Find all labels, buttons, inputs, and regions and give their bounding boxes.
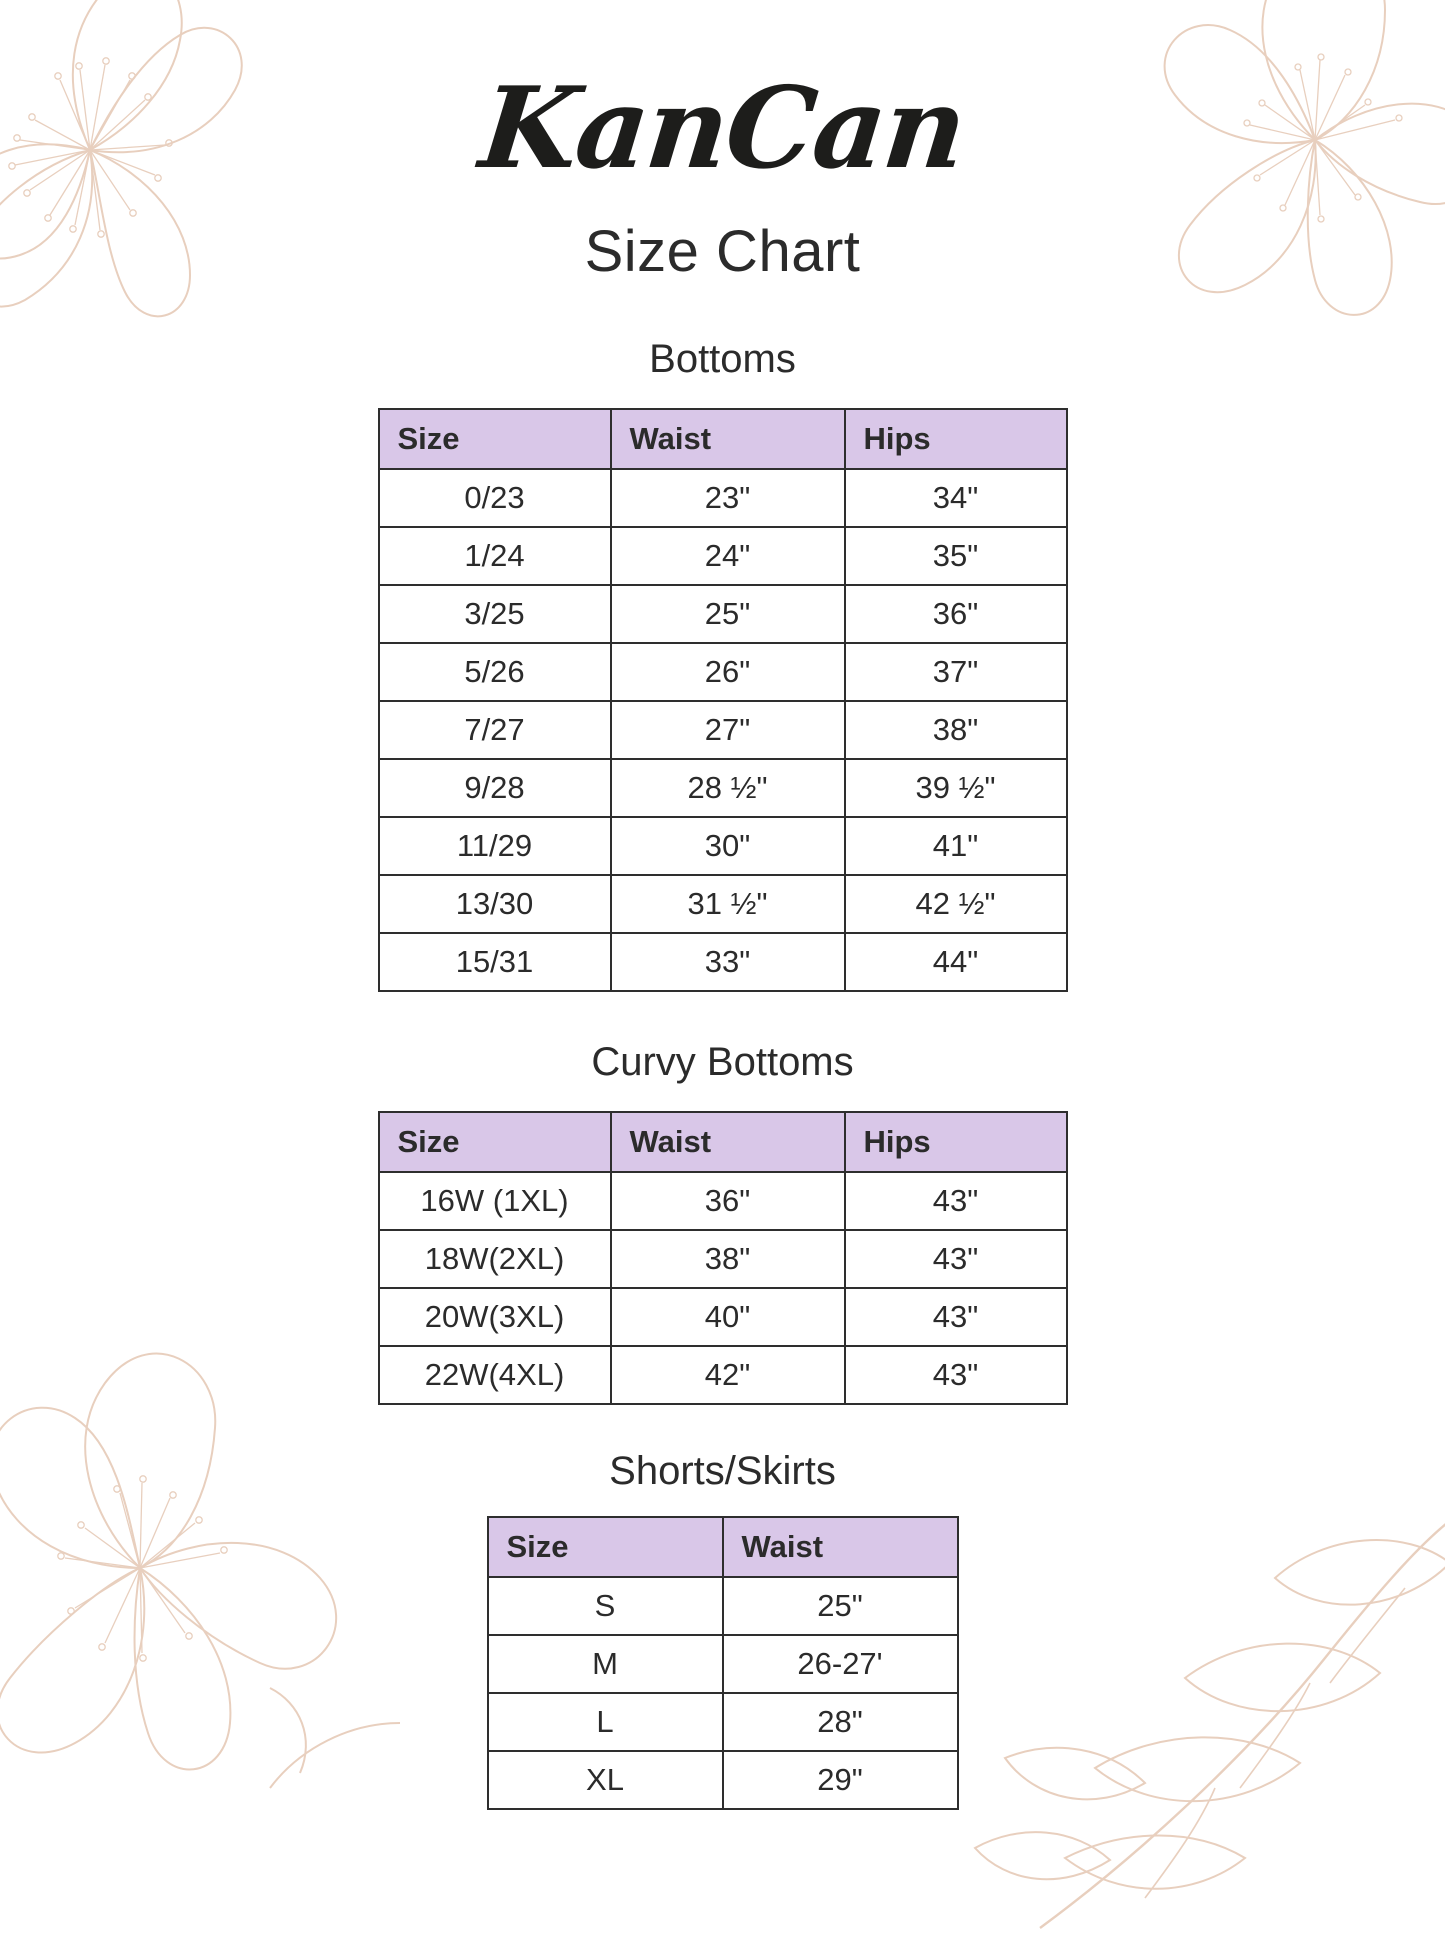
table-row <box>379 875 1067 933</box>
cell-size: 18W(2XL) <box>379 1230 611 1288</box>
cell-hips: 44" <box>845 933 1067 991</box>
cell-hips: 36" <box>845 585 1067 643</box>
cell-waist: 24" <box>611 527 845 585</box>
cell-size: XL <box>488 1751 723 1809</box>
column-header-waist: Waist <box>611 1112 845 1172</box>
table-header-row <box>379 409 1067 469</box>
column-header-hips: Hips <box>845 1112 1067 1172</box>
cell-waist: 38" <box>611 1230 845 1288</box>
cell-waist: 40" <box>611 1288 845 1346</box>
table-row <box>379 701 1067 759</box>
cell-hips: 37" <box>845 643 1067 701</box>
table-header-row <box>488 1517 958 1577</box>
cell-size: 20W(3XL) <box>379 1288 611 1346</box>
column-header-waist: Waist <box>723 1517 958 1577</box>
cell-waist: 28 ½" <box>611 759 845 817</box>
cell-waist: 29" <box>723 1751 958 1809</box>
cell-size: S <box>488 1577 723 1635</box>
table-row <box>488 1693 958 1751</box>
cell-hips: 43" <box>845 1172 1067 1230</box>
table-row <box>379 817 1067 875</box>
cell-waist: 33" <box>611 933 845 991</box>
cell-hips: 38" <box>845 701 1067 759</box>
cell-hips: 42 ½" <box>845 875 1067 933</box>
cell-waist: 23" <box>611 469 845 527</box>
cell-hips: 43" <box>845 1230 1067 1288</box>
table-row <box>488 1751 958 1809</box>
cell-size: 1/24 <box>379 527 611 585</box>
table-row <box>379 527 1067 585</box>
cell-waist: 26" <box>611 643 845 701</box>
cell-waist: 25" <box>611 585 845 643</box>
table-row <box>379 585 1067 643</box>
bottoms-size-table <box>378 408 1068 992</box>
cell-waist: 30" <box>611 817 845 875</box>
kancan-script-logo: KanCan <box>474 63 971 194</box>
table-row <box>379 1346 1067 1404</box>
column-header-waist: Waist <box>611 409 845 469</box>
cell-waist: 27" <box>611 701 845 759</box>
table-row <box>488 1577 958 1635</box>
cell-size: 15/31 <box>379 933 611 991</box>
cell-size: 13/30 <box>379 875 611 933</box>
cell-size: 5/26 <box>379 643 611 701</box>
section-bottoms <box>0 337 1445 992</box>
section-curvy-bottoms <box>0 1040 1445 1405</box>
shorts-skirts-size-table <box>487 1516 959 1810</box>
table-row <box>379 1230 1067 1288</box>
column-header-size: Size <box>379 409 611 469</box>
section-shorts-skirts <box>0 1449 1445 1810</box>
cell-size: M <box>488 1635 723 1693</box>
column-header-size: Size <box>488 1517 723 1577</box>
cell-size: 22W(4XL) <box>379 1346 611 1404</box>
cell-size: 7/27 <box>379 701 611 759</box>
column-header-size: Size <box>379 1112 611 1172</box>
cell-size: 3/25 <box>379 585 611 643</box>
cell-hips: 43" <box>845 1346 1067 1404</box>
table-row <box>488 1635 958 1693</box>
cell-waist: 42" <box>611 1346 845 1404</box>
table-row <box>379 643 1067 701</box>
cell-waist: 31 ½" <box>611 875 845 933</box>
section-title-bottoms: Bottoms <box>649 336 796 381</box>
cell-waist: 28" <box>723 1693 958 1751</box>
cell-hips: 43" <box>845 1288 1067 1346</box>
column-header-hips: Hips <box>845 409 1067 469</box>
cell-size: L <box>488 1693 723 1751</box>
page-title: Size Chart <box>584 218 861 284</box>
table-row <box>379 759 1067 817</box>
curvy-bottoms-size-table <box>378 1111 1068 1405</box>
table-row <box>379 469 1067 527</box>
table-header-row <box>379 1112 1067 1172</box>
cell-size: 11/29 <box>379 817 611 875</box>
table-row <box>379 1172 1067 1230</box>
cell-waist: 26-27' <box>723 1635 958 1693</box>
cell-hips: 34" <box>845 469 1067 527</box>
table-row <box>379 933 1067 991</box>
cell-size: 16W (1XL) <box>379 1172 611 1230</box>
cell-waist: 36" <box>611 1172 845 1230</box>
cell-size: 0/23 <box>379 469 611 527</box>
cell-hips: 35" <box>845 527 1067 585</box>
cell-size: 9/28 <box>379 759 611 817</box>
cell-hips: 41" <box>845 817 1067 875</box>
section-title-shorts-skirts: Shorts/Skirts <box>609 1448 836 1493</box>
section-title-curvy-bottoms: Curvy Bottoms <box>591 1039 854 1084</box>
cell-waist: 25" <box>723 1577 958 1635</box>
cell-hips: 39 ½" <box>845 759 1067 817</box>
table-row <box>379 1288 1067 1346</box>
